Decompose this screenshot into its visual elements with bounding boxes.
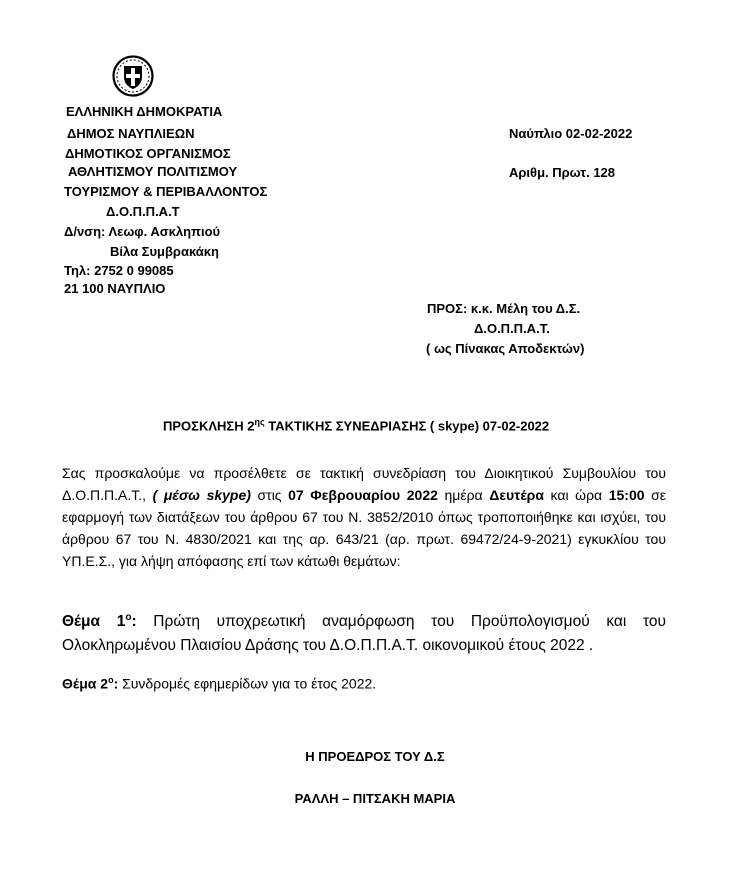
protocol-number: Αριθμ. Πρωτ. 128 (509, 165, 616, 180)
recipient-line-3: ( ως Πίνακας Αποδεκτών) (426, 341, 585, 356)
header-line-republic: ΕΛΛΗΝΙΚΗ ΔΗΜΟΚΡΑΤΙΑ (66, 104, 223, 119)
header-line-sports-culture: ΑΘΛΗΤΙΣΜΟΥ ΠΟΛΙΤΙΣΜΟΥ (68, 164, 238, 179)
header-line-organization: ΔΗΜΟΤΙΚΟΣ ΟΡΓΑΝΙΣΜΟΣ (65, 146, 231, 161)
signature-role: Η ΠΡΟΕΔΡΟΣ ΤΟΥ Δ.Σ (305, 749, 445, 764)
topic-2: Θέμα $2^o$: Συνδρομές εφημερίδων για το έτος 2022. (62, 675, 377, 692)
header-line-address: Δ/νση: Λεωφ. Ασκληπιού (64, 224, 221, 239)
signature-name: ΡΑΛΛΗ – ΠΙΤΣΑΚΗ ΜΑΡΙΑ (294, 791, 456, 806)
header-line-postcode-city: 21 100 ΝΑΥΠΛΙΟ (64, 281, 166, 296)
header-line-tourism-environment: ΤΟΥΡΙΣΜΟΥ & ΠΕΡΙΒΑΛΛΟΝΤΟΣ (64, 184, 268, 199)
place-date: Ναύπλιο 02-02-2022 (509, 126, 633, 141)
header-line-phone: Τηλ: 2752 0 99085 (64, 263, 174, 278)
header-line-villa: Βίλα Συμβρακάκη (110, 244, 219, 259)
greek-coat-of-arms-icon (112, 55, 154, 97)
topic-1: Θέμα $1^o$: Πρώτη υποχρεωτική αναμόρφωση του Προϋπολογισμού και του Ολοκληρωμένου Πλαισίου Δράσης του Δ.Ο.Π.Π.Α.Τ. οικονομικού έτους 2022 . (62, 612, 666, 655)
recipient-line-1: ΠΡΟΣ: κ.κ. Μέλη του Δ.Σ. (427, 301, 581, 316)
invitation-title: ΠΡΟΣΚΛΗΣΗ $2^{\eta\varsigma}$ ΤΑΚΤΙΚΗΣ ΣΥΝΕΔΡΙΑΣΗΣ ( skype) 07-02-2022 (163, 417, 550, 434)
header-line-acronym: Δ.Ο.Π.Π.Α.Τ (106, 204, 180, 219)
recipient-line-2: Δ.Ο.Π.Π.Α.Τ. (474, 321, 550, 336)
intro-paragraph: Σας προσκαλούμε να προσέλθετε σε τακτική συνεδρίαση του Διοικητικού Συμβουλίου του Δ.Ο.Π.Π.Α.Τ., ( μέσω skype) στις 07 Φεβρουαρίου 2022 ημέρα Δευτέρα και ώρα 15:00 σε εφαρμογή των διατάξεων του άρθρου 67 του Ν. 3852/2010 όπως τροποποιήθηκε και ισχύει, του άρθρου 67 του Ν. 4830/2021 και της αρ. 643/21 (αρ. πρωτ. 69472/24-9-2021) εγκυκλίου του ΥΠ.Ε.Σ., για λήψη απόφασης επί των κάτωθι θεμάτων: (62, 465, 666, 569)
header-line-municipality: ΔΗΜΟΣ ΝΑΥΠΛΙΕΩΝ (67, 126, 195, 141)
